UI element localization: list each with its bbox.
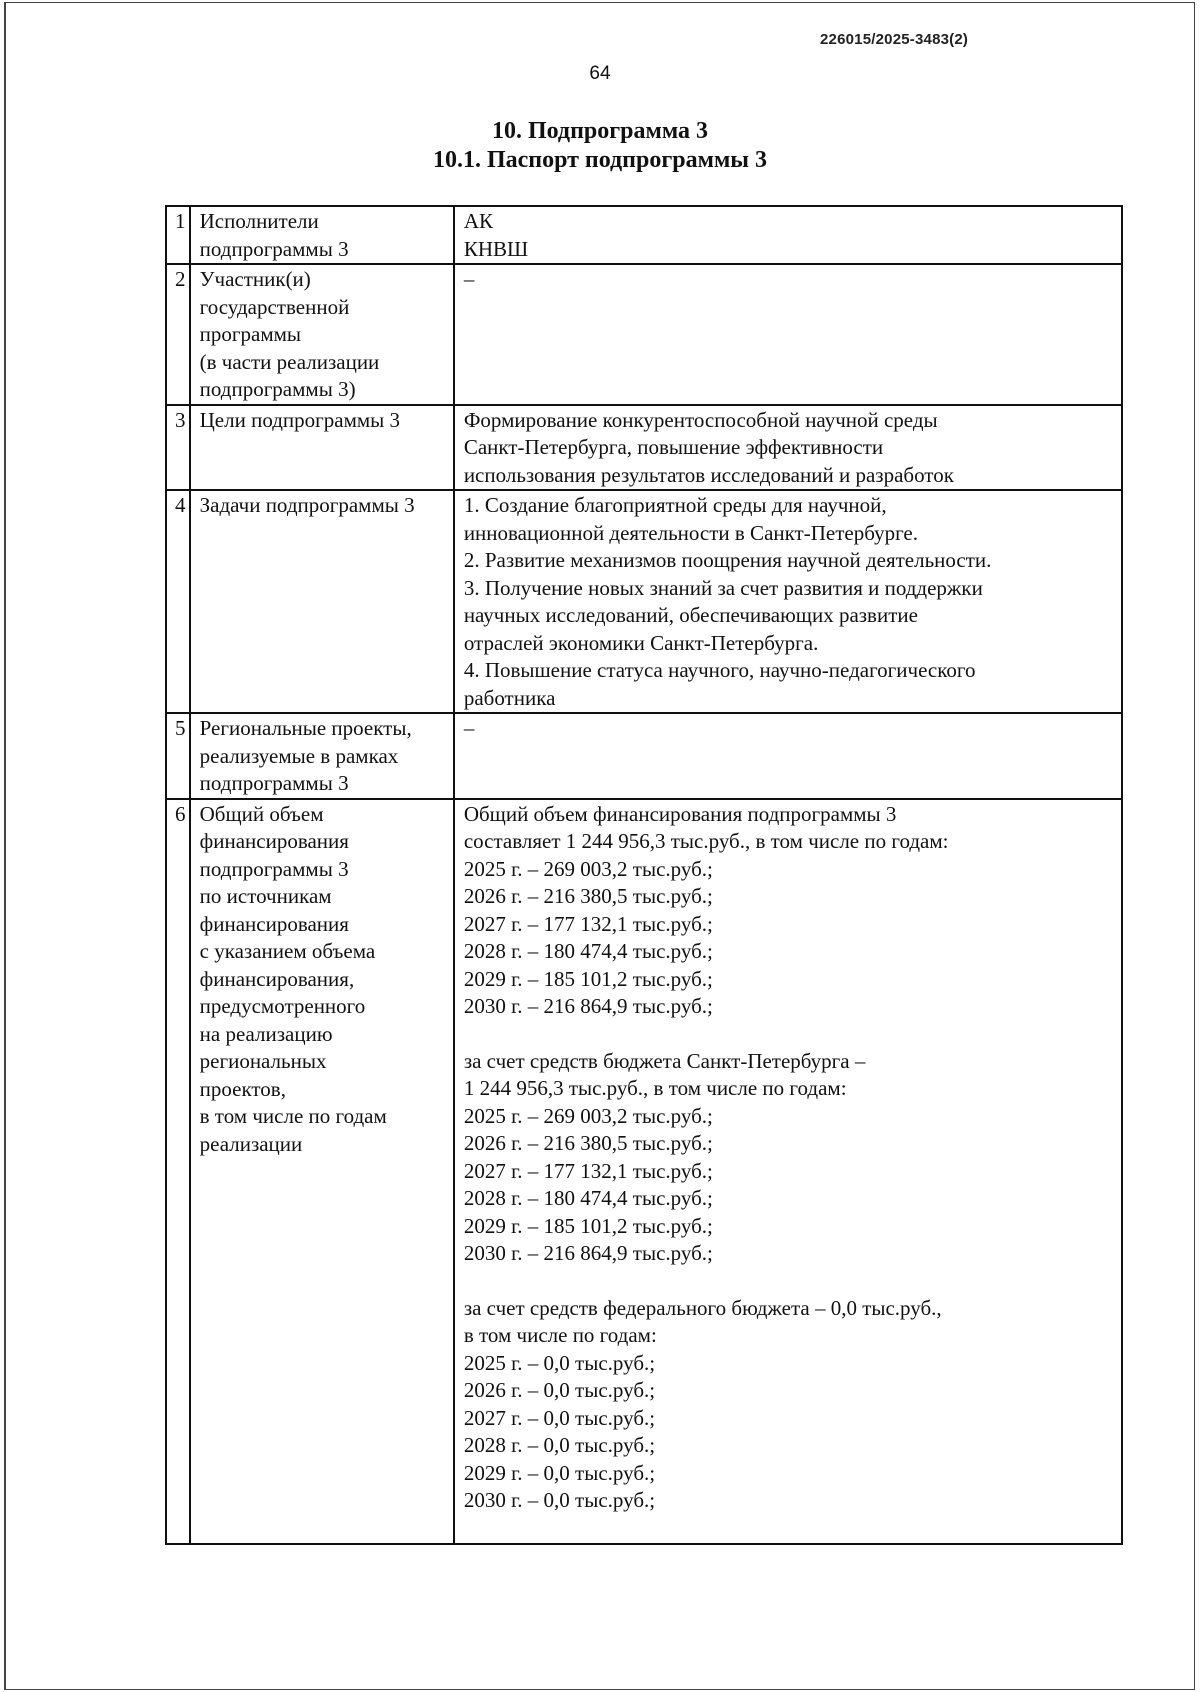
label-line: финансирования, <box>199 966 355 991</box>
content-line: 2025 г. – 269 003,2 тыс.руб.; <box>463 1103 713 1128</box>
content-line: Санкт-Петербурга, повышение эффективности <box>463 435 884 459</box>
registration-number: 226015/2025-3483(2) <box>820 31 969 48</box>
content-line: в том числе по годам: <box>463 1323 657 1347</box>
content-line: 2. Развитие механизмов поощрения научной деятельности. <box>463 548 992 572</box>
content-line: 1. Создание благоприятной среды для научной, <box>463 493 887 517</box>
content-line: 2026 г. – 216 380,5 тыс.руб.; <box>463 884 713 908</box>
content-line: 2028 г. – 180 474,4 тыс.руб.; <box>463 939 713 963</box>
content-line: Формирование конкурентоспособной научной среды <box>463 407 938 432</box>
table-row <box>166 405 1122 491</box>
row-content <box>454 405 1122 491</box>
content-line: за счет средств бюджета Санкт-Петербурга – <box>463 1048 866 1073</box>
content-line: 2026 г. – 216 380,5 тыс.руб.; <box>463 1131 713 1155</box>
table-row <box>166 490 1122 713</box>
content-line: работника <box>463 685 556 710</box>
content-line: 2027 г. – 177 132,1 тыс.руб.; <box>463 911 713 936</box>
row-label <box>190 264 454 405</box>
label-line: Региональные проекты, <box>199 716 412 740</box>
content-line: 2028 г. – 0,0 тыс.руб.; <box>463 1433 656 1457</box>
content-line: 2025 г. – 0,0 тыс.руб.; <box>463 1350 656 1375</box>
content-line: 4. Повышение статуса научного, научно-педагогического <box>463 658 976 682</box>
row-label <box>190 206 454 264</box>
content-line: КНВШ <box>463 236 529 261</box>
content-line: 2027 г. – 0,0 тыс.руб.; <box>463 1405 656 1430</box>
label-line: проектов, <box>199 1076 286 1101</box>
label-line: Цели подпрограммы 3 <box>199 407 401 432</box>
content-line: составляет 1 244 956,3 тыс.руб., в том числе по годам: <box>463 829 949 853</box>
content-line: научных исследований, обеспечивающих развитие <box>463 603 918 627</box>
content-line: за счет средств федерального бюджета – 0,0 тыс.руб., <box>463 1295 942 1320</box>
label-line: на реализацию <box>199 1021 333 1046</box>
content-line: 2030 г. – 0,0 тыс.руб.; <box>463 1488 656 1512</box>
label-line: реализуемые в рамках <box>199 743 399 768</box>
content-line <box>464 1268 1113 1295</box>
content-line: отраслей экономики Санкт-Петербурга. <box>463 630 819 655</box>
label-line: подпрограммы 3 <box>199 856 349 881</box>
row-content <box>454 490 1122 713</box>
subprogram-passport-table <box>165 205 1123 1545</box>
section-title: 10. Подпрограмма 3 <box>491 118 709 144</box>
content-line: 2029 г. – 185 101,2 тыс.руб.; <box>463 1213 713 1238</box>
content-line: – <box>463 267 475 291</box>
content-line: 2026 г. – 0,0 тыс.руб.; <box>463 1378 656 1402</box>
content-line: 2027 г. – 177 132,1 тыс.руб.; <box>463 1158 713 1183</box>
label-line: с указанием объема <box>199 939 376 963</box>
row-number: 2 <box>166 264 190 405</box>
row-label <box>190 405 454 491</box>
label-line: Общий объем <box>199 801 324 826</box>
content-line: – <box>463 716 475 740</box>
row-number: 3 <box>166 405 190 491</box>
content-line: 2030 г. – 216 864,9 тыс.руб.; <box>463 1241 713 1265</box>
content-line <box>464 1021 1113 1048</box>
label-line: Участник(и) <box>199 267 311 291</box>
label-line: финансирования <box>199 829 349 853</box>
row-number: 6 <box>166 799 190 1544</box>
label-line: в том числе по годам <box>199 1104 387 1128</box>
label-line: программы <box>199 322 302 346</box>
row-label <box>190 490 454 713</box>
label-line: подпрограммы 3 <box>199 771 349 795</box>
row-content <box>454 264 1122 405</box>
content-line: использования результатов исследований и разработок <box>463 462 954 487</box>
content-line: 2028 г. – 180 474,4 тыс.руб.; <box>463 1186 713 1210</box>
section-subtitle: 10.1. Паспорт подпрограммы 3 <box>432 147 768 173</box>
content-line: 1 244 956,3 тыс.руб., в том числе по годам: <box>463 1076 847 1100</box>
label-line: финансирования <box>199 911 349 936</box>
content-line: 2025 г. – 269 003,2 тыс.руб.; <box>463 856 713 881</box>
label-line: государственной <box>199 294 350 319</box>
row-number: 5 <box>166 713 190 799</box>
content-line: 2029 г. – 185 101,2 тыс.руб.; <box>463 966 713 991</box>
row-content <box>454 799 1122 1544</box>
row-content <box>454 206 1122 264</box>
table-row <box>166 713 1122 799</box>
row-label <box>190 713 454 799</box>
table-row <box>166 799 1122 1544</box>
label-line: подпрограммы 3 <box>199 236 349 261</box>
label-line: Исполнители <box>199 209 319 233</box>
row-number: 1 <box>166 206 190 264</box>
row-number: 4 <box>166 490 190 713</box>
label-line: по источникам <box>199 884 332 908</box>
label-line: Задачи подпрограммы 3 <box>199 493 415 517</box>
content-line: 2029 г. – 0,0 тыс.руб.; <box>463 1460 656 1485</box>
page-number: 64 <box>589 63 611 84</box>
label-line: подпрограммы 3) <box>199 377 356 401</box>
label-line: региональных <box>199 1049 327 1073</box>
row-content <box>454 713 1122 799</box>
content-line: 2030 г. – 216 864,9 тыс.руб.; <box>463 994 713 1018</box>
content-line: АК <box>463 209 493 233</box>
table-row <box>166 264 1122 405</box>
content-line: инновационной деятельности в Санкт-Петербурге. <box>463 520 918 545</box>
label-line: реализации <box>199 1131 303 1156</box>
row-label <box>190 799 454 1544</box>
content-line: 3. Получение новых знаний за счет развития и поддержки <box>463 575 983 600</box>
content-line: Общий объем финансирования подпрограммы 3 <box>463 801 897 826</box>
table-row <box>166 206 1122 264</box>
label-line: предусмотренного <box>199 994 366 1018</box>
label-line: (в части реализации <box>199 349 380 374</box>
